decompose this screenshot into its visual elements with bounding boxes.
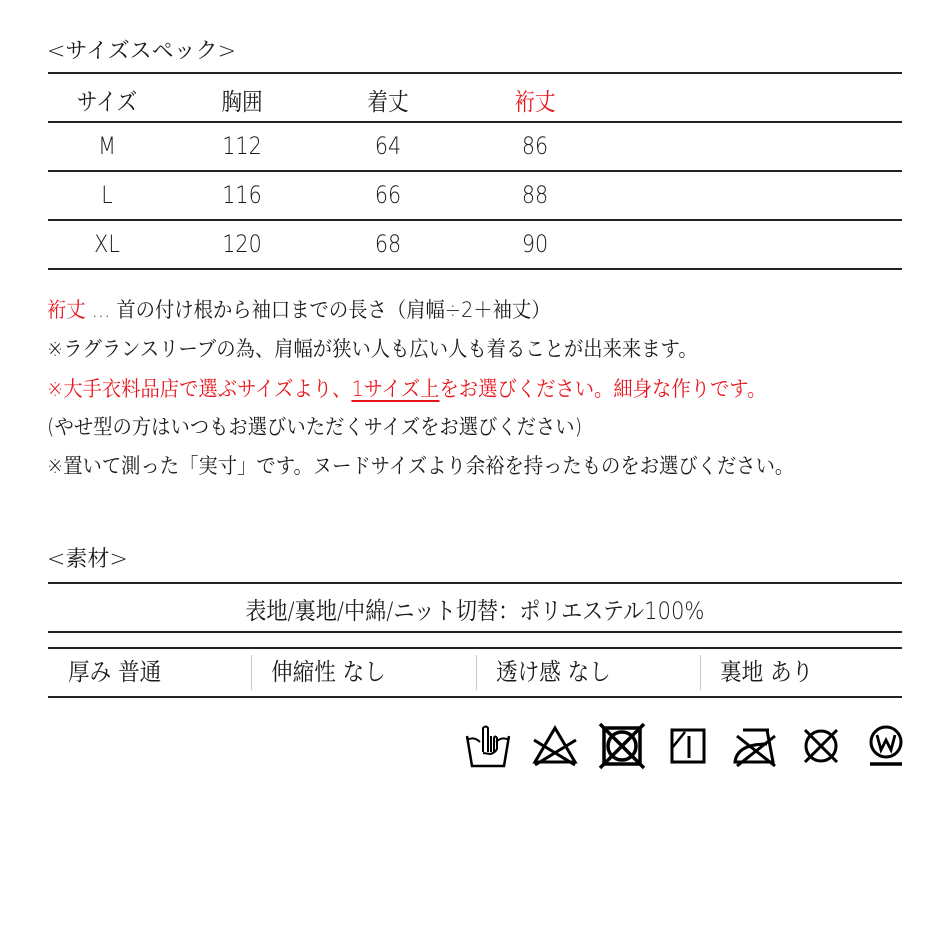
yuki-definition-text: ... 首の付け根から袖口までの長さ（肩幅÷2＋袖丈） xyxy=(85,298,551,322)
attribute-thickness xyxy=(68,652,161,692)
size-up-warning xyxy=(47,373,766,403)
wet-clean-gentle-icon xyxy=(864,722,912,770)
length-cell: 64 xyxy=(374,132,402,160)
slim-body-note: (やせ型の方はいつもお選びいただくサイズをお選びください) xyxy=(47,415,583,439)
size-cell: M xyxy=(98,132,116,160)
yuki-definition-note xyxy=(47,294,551,324)
material-composition: 表地/裏地/中綿/ニット切替：ポリエステル100% xyxy=(245,597,705,625)
hand-wash-icon xyxy=(464,722,512,770)
column-header-yuki: 裄丈 xyxy=(514,88,556,116)
attribute-value: なし xyxy=(342,658,386,686)
no-dry-clean-icon xyxy=(797,722,845,770)
material-rule-bottom xyxy=(48,631,902,633)
attribute-sheerness xyxy=(496,652,611,692)
table-rule-bottom xyxy=(48,268,902,270)
column-header-chest: 胸囲 xyxy=(221,88,263,116)
attribute-value: 普通 xyxy=(118,658,162,686)
no-tumble-dry-icon xyxy=(598,722,646,770)
size-spec-heading: <サイズスペック> xyxy=(47,39,237,64)
measurement-note: ※置いて測った「実寸」です。ヌードサイズより余裕を持ったものをお選びください。 xyxy=(47,454,795,478)
warning-text-after: をお選びください。細身な作りです。 xyxy=(439,377,767,401)
warning-text-before: ※大手衣料品店で選ぶサイズより、 xyxy=(47,377,352,401)
shade-line-dry-icon xyxy=(665,722,713,770)
size-cell: L xyxy=(101,181,113,209)
column-header-size: サイズ xyxy=(76,88,138,116)
material-composition-row xyxy=(48,591,902,626)
table-rule-top xyxy=(48,72,902,74)
attribute-stretch xyxy=(271,652,386,692)
warning-size-up-emphasis: 1サイズ上 xyxy=(351,377,440,401)
material-rule-top xyxy=(48,582,902,584)
attribute-divider xyxy=(251,655,252,690)
attribute-value: なし xyxy=(567,658,611,686)
attributes-rule-bottom xyxy=(48,696,902,698)
size-cell: XL xyxy=(94,230,120,258)
chest-cell: 120 xyxy=(222,230,262,258)
table-rule-row-1 xyxy=(48,170,902,172)
attribute-value: あり xyxy=(770,658,814,686)
chest-cell: 112 xyxy=(222,132,262,160)
chest-cell: 116 xyxy=(222,181,262,209)
yuki-cell: 86 xyxy=(521,132,549,160)
column-header-length: 着丈 xyxy=(367,88,409,116)
attribute-divider xyxy=(700,655,701,690)
length-cell: 66 xyxy=(374,181,402,209)
no-iron-icon xyxy=(731,722,779,770)
table-rule-header xyxy=(48,121,902,123)
no-bleach-icon xyxy=(531,722,579,770)
attribute-lining xyxy=(720,652,813,692)
length-cell: 68 xyxy=(374,230,402,258)
attribute-label: 透け感 xyxy=(496,658,561,686)
attribute-label: 裏地 xyxy=(720,658,764,686)
yuki-cell: 88 xyxy=(521,181,549,209)
material-heading: <素材> xyxy=(47,547,128,572)
attribute-label: 伸縮性 xyxy=(271,658,336,686)
attribute-divider xyxy=(476,655,477,690)
table-rule-row-2 xyxy=(48,219,902,221)
raglan-note: ※ラグランスリーブの為、肩幅が狭い人も広い人も着ることが出来来ます。 xyxy=(47,337,698,361)
yuki-cell: 90 xyxy=(521,230,549,258)
attribute-label: 厚み xyxy=(68,658,112,686)
attributes-rule-top xyxy=(48,647,902,649)
yuki-term: 裄丈 xyxy=(47,298,86,322)
